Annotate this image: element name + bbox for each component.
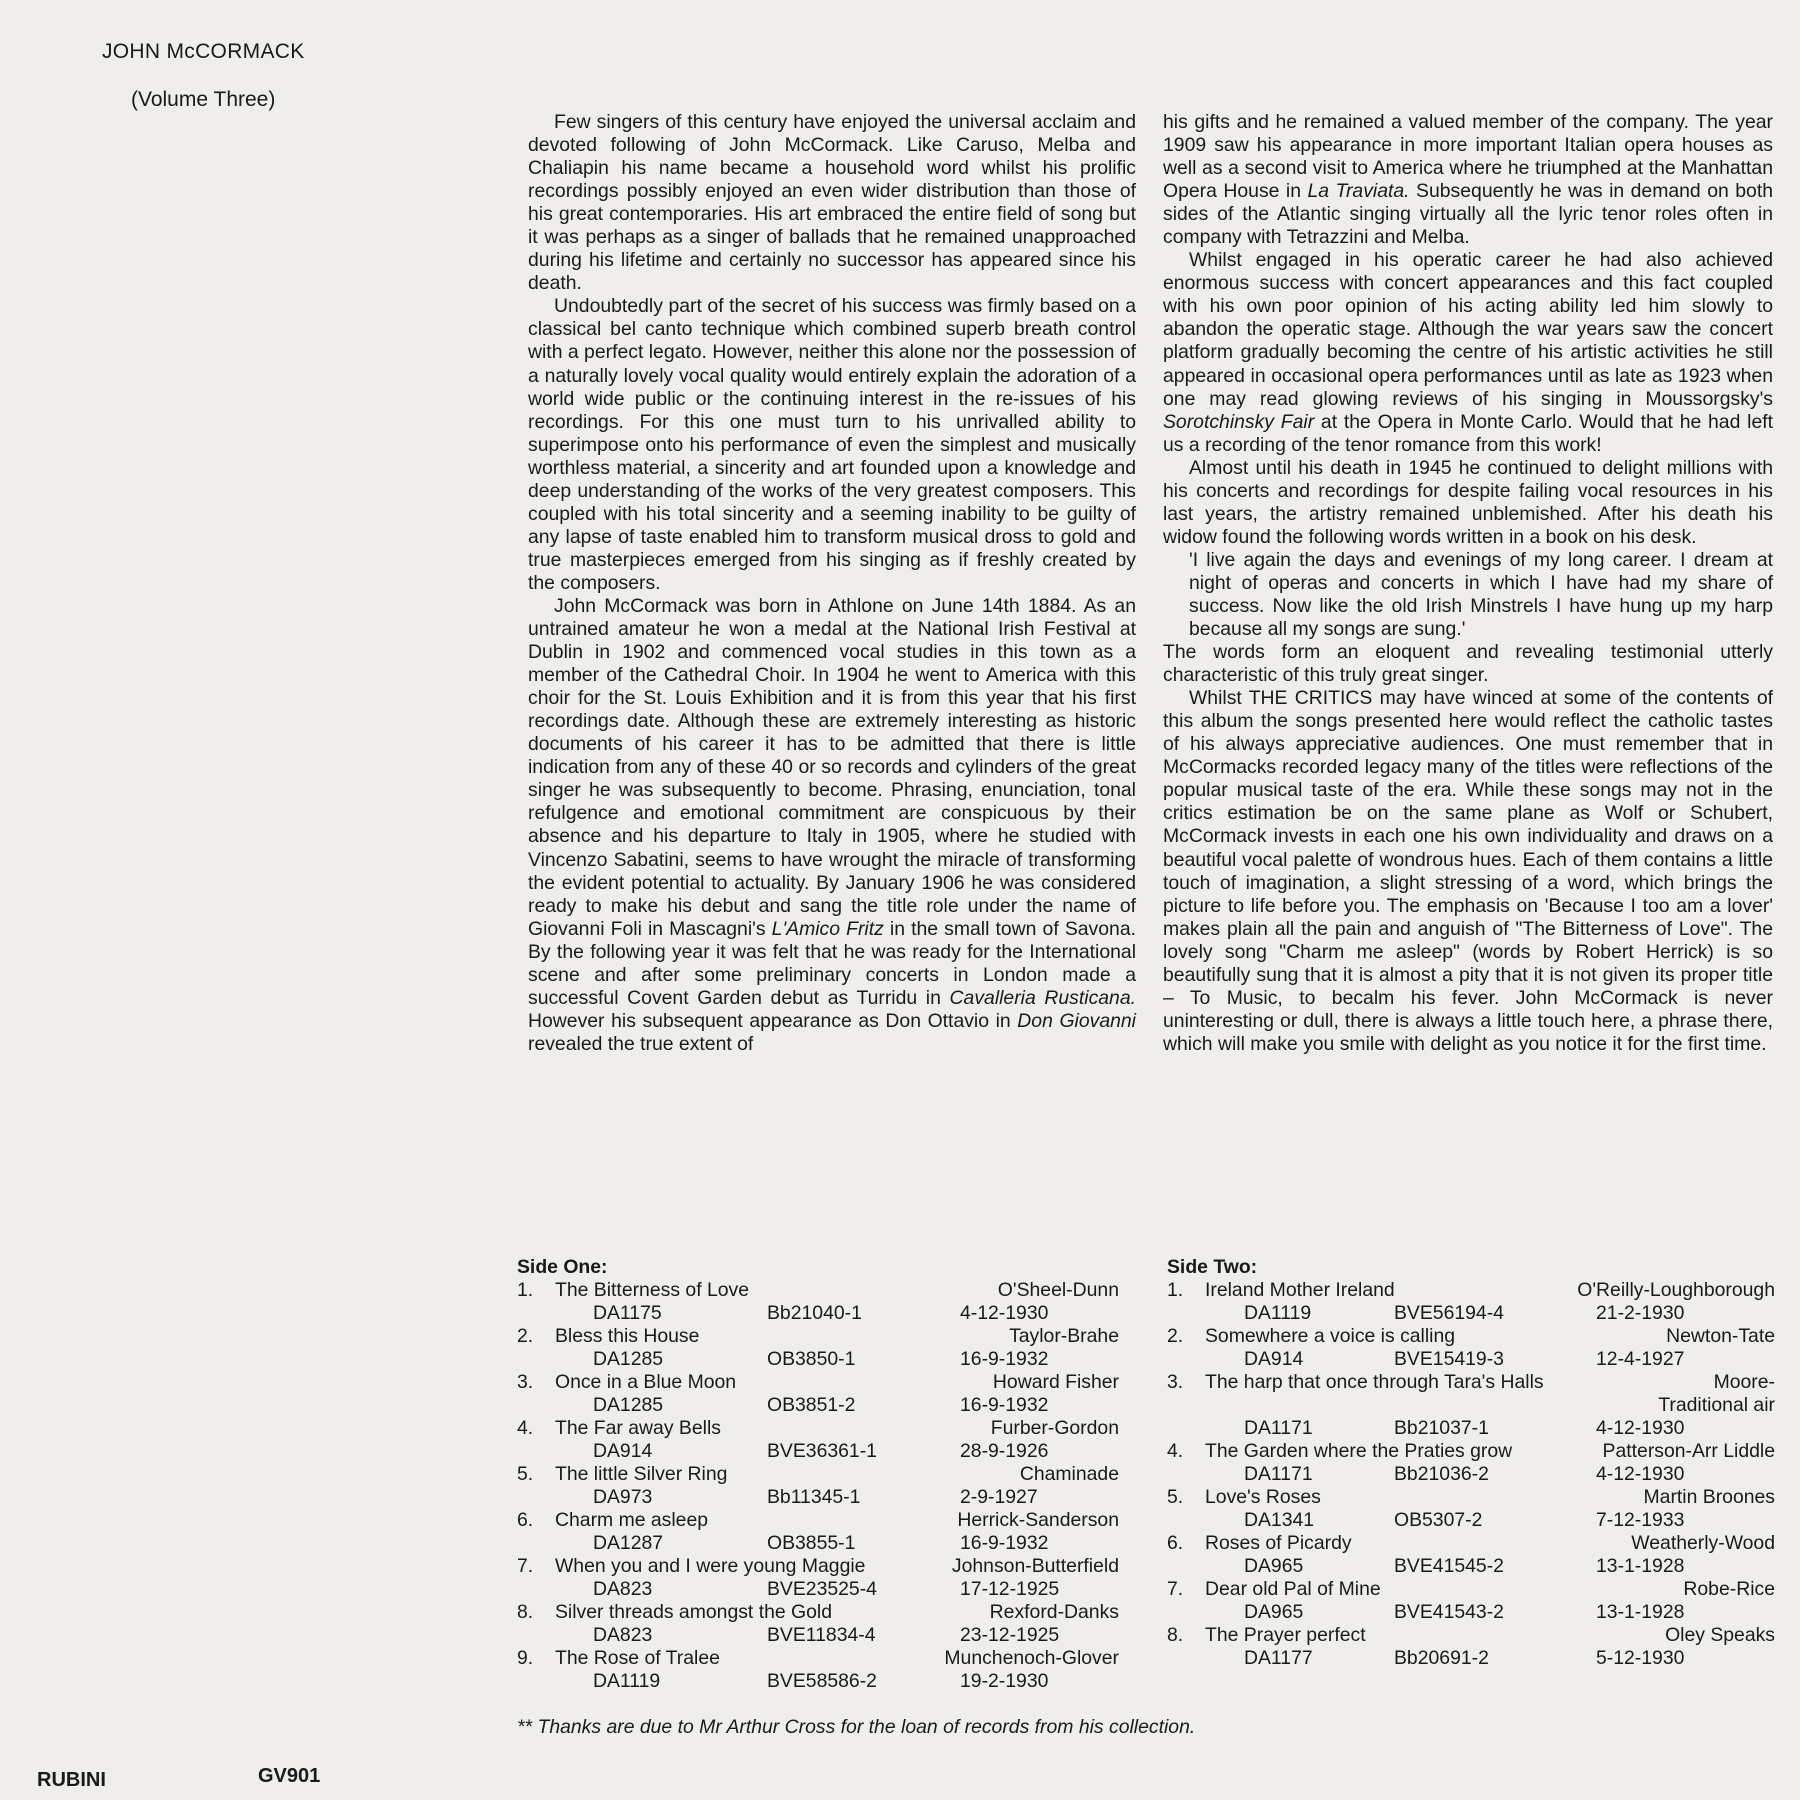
recording-date: 7-12-1933	[1596, 1509, 1685, 1531]
track-item	[517, 1371, 1119, 1417]
matrix-number: OB5307-2	[1394, 1509, 1483, 1531]
matrix-number: BVE11834-4	[767, 1624, 876, 1646]
catalogue-number: DA823	[593, 1578, 653, 1600]
recording-date: 28-9-1926	[960, 1440, 1049, 1462]
recording-date: 2-9-1927	[960, 1486, 1038, 1508]
track-item	[517, 1509, 1119, 1555]
side-one-tracks	[517, 1279, 1119, 1693]
recording-date: 17-12-1925	[960, 1578, 1060, 1600]
track-number: 8.	[1167, 1624, 1184, 1646]
track-item	[517, 1601, 1119, 1647]
track-catalogue-row	[1167, 1601, 1775, 1624]
matrix-number: OB3855-1	[767, 1532, 856, 1554]
matrix-number: BVE23525-4	[767, 1578, 877, 1600]
track-catalogue-row	[517, 1578, 1119, 1601]
track-composer: Weatherly-Wood	[1631, 1532, 1775, 1554]
notes-paragraph: Few singers of this century have enjoyed the universal acclaim and devoted following of John McCormack. Like Caruso, Melba and Chaliapin his name became a household word whilst his prolific recordings possibly enjoyed an even wider distribution than those of his great contemporaries. His art embraced the entire field of song but it was perhaps as a singer of ballads that he remained unapproached during his lifetime and certainly no successor has appeared since his death.	[528, 111, 1136, 295]
matrix-number: OB3850-1	[767, 1348, 856, 1370]
matrix-number: BVE58586-2	[767, 1670, 877, 1692]
recording-date: 16-9-1932	[960, 1348, 1049, 1370]
recording-date: 4-12-1930	[1596, 1463, 1685, 1485]
catalogue-number: DA973	[593, 1486, 653, 1508]
catalogue-number: DA1171	[1244, 1463, 1313, 1485]
notes-paragraph: Almost until his death in 1945 he continued to delight millions with his concerts and recordings for despite failing vocal resources in his last years, the artistry remained unblemished. After his death his widow found the following words written in a book on his desk.	[1163, 456, 1773, 548]
album-subtitle: (Volume Three)	[131, 88, 276, 111]
track-item	[1167, 1578, 1775, 1624]
catalogue-number: DA1119	[1244, 1302, 1312, 1324]
track-composer: Furber-Gordon	[990, 1417, 1119, 1439]
track-catalogue-row	[517, 1302, 1119, 1325]
notes-column-right	[1163, 111, 1773, 1056]
track-title-row	[517, 1463, 1119, 1486]
recording-date: 23-12-1925	[960, 1624, 1060, 1646]
track-title-row	[1167, 1279, 1775, 1302]
matrix-number: Bb11345-1	[767, 1486, 861, 1508]
track-catalogue-row	[1167, 1647, 1775, 1670]
track-composer: Howard Fisher	[992, 1371, 1119, 1393]
recording-date: 16-9-1932	[960, 1394, 1049, 1416]
track-number: 6.	[1167, 1532, 1184, 1554]
track-composer: Herrick-Sanderson	[957, 1509, 1119, 1531]
track-composer: Robe-Rice	[1683, 1578, 1775, 1600]
matrix-number: BVE15419-3	[1394, 1348, 1504, 1370]
album-title: JOHN McCORMACK	[102, 40, 305, 63]
track-catalogue-row	[517, 1486, 1119, 1509]
track-title-row	[1167, 1325, 1775, 1348]
track-title-row	[517, 1555, 1119, 1578]
catalogue-number: DA914	[1244, 1348, 1304, 1370]
track-title: Dear old Pal of Mine	[1205, 1578, 1381, 1600]
matrix-number: Bb21040-1	[767, 1302, 862, 1324]
track-catalogue-row	[517, 1624, 1119, 1647]
track-number: 1.	[517, 1279, 534, 1301]
track-number: 7.	[1167, 1578, 1184, 1600]
notes-paragraph: his gifts and he remained a valued member of the company. The year 1909 saw his appearance in more important Italian opera houses as well as a second visit to America where he triumphed at the Manhattan Opera House in La Traviata. Subsequently he was in demand on both sides of the Atlantic singing virtually all the lyric tenor roles often in company with Tetrazzini and Melba.	[1163, 111, 1774, 249]
matrix-number: BVE41545-2	[1394, 1555, 1504, 1577]
track-composer: Moore-	[1713, 1371, 1775, 1393]
track-title-row	[1167, 1532, 1775, 1555]
track-item	[1167, 1440, 1775, 1486]
track-number: 2.	[1167, 1325, 1184, 1347]
track-item	[1167, 1325, 1775, 1371]
track-title: The Garden where the Praties grow	[1205, 1440, 1513, 1462]
track-composer: Patterson-Arr Liddle	[1602, 1440, 1775, 1462]
track-composer: O'Reilly-Loughborough	[1577, 1279, 1775, 1301]
track-composer: Munchenoch-Glover	[944, 1647, 1119, 1669]
catalogue-number: DA1341	[1244, 1509, 1315, 1531]
track-title: Silver threads amongst the Gold	[555, 1601, 832, 1623]
catalogue-number: DA965	[1244, 1555, 1304, 1577]
track-title-row	[1167, 1486, 1775, 1509]
track-composer: Newton-Tate	[1666, 1325, 1775, 1347]
track-composer: Taylor-Brahe	[1009, 1325, 1119, 1347]
track-title: Bless this House	[555, 1325, 700, 1347]
track-title-row	[1167, 1371, 1775, 1394]
recording-date: 12-4-1927	[1596, 1348, 1685, 1370]
track-catalogue-row	[517, 1670, 1119, 1693]
notes-paragraph: Whilst engaged in his operatic career he had also achieved enormous success with concert appearances and this fact coupled with his own poor opinion of his acting ability led him slowly to abandon the operatic stage. Although the war years saw the concert platform gradually becoming the centre of his artistic activities he still appeared in occasional opera performances until as late as 1923 when one may read glowing reviews of his singing in Moussorgsky's Sorotchinsky Fair at the Opera in Monte Carlo. Would that he had left us a recording of the tenor romance from this work!	[1163, 249, 1773, 456]
recording-date: 13-1-1928	[1596, 1555, 1685, 1577]
track-number: 6.	[517, 1509, 534, 1531]
track-title: Ireland Mother Ireland	[1205, 1279, 1395, 1301]
side-one-title: Side One:	[517, 1256, 608, 1278]
matrix-number: OB3851-2	[767, 1394, 856, 1416]
track-title: The Prayer perfect	[1205, 1624, 1366, 1646]
recording-date: 16-9-1932	[960, 1532, 1049, 1554]
track-composer: O'Sheel-Dunn	[997, 1279, 1119, 1301]
notes-column-left	[528, 111, 1136, 1056]
side-two-title: Side Two:	[1167, 1256, 1258, 1278]
track-item	[517, 1417, 1119, 1463]
notes-paragraph: Whilst THE CRITICS may have winced at some of the contents of this album the songs presented here would reflect the catholic tastes of his always appreciative audiences. One must remember that in McCormacks recorded legacy many of the titles were reflections of the popular musical taste of the era. While these songs may not in the critics estimation be on the same plane as Wolf or Schubert, McCormack invests in each one his own individuality and draws on a beautiful vocal palette of wondrous hues. Each of them contains a little touch of imagination, a slight stressing of a word, which brings the picture to life before you. The emphasis on 'Because I too am a lover' makes plain all the pain and anguish of "The Bitterness of Love". The lovely song "Charm me asleep" (words by Robert Herrick) is so beautifully sung that it is almost a pity that it is not given its proper title – To Music, to becalm his fever. John McCormack is never uninteresting or dull, there is always a little touch here, a phrase there, which will make you smile with delight as you notice it for the first time.	[1163, 687, 1773, 1055]
track-title: Once in a Blue Moon	[555, 1371, 737, 1393]
track-title: Somewhere a voice is calling	[1205, 1325, 1456, 1347]
track-number: 9.	[517, 1647, 534, 1669]
recording-date: 4-12-1930	[1596, 1417, 1685, 1439]
side-one-tracklist	[517, 1256, 1119, 1693]
track-item	[1167, 1279, 1775, 1325]
track-title: Charm me asleep	[555, 1509, 709, 1531]
track-catalogue-row	[1167, 1509, 1775, 1532]
track-title-row	[517, 1417, 1119, 1440]
matrix-number: BVE36361-1	[767, 1440, 877, 1462]
recording-date: 21-2-1930	[1596, 1302, 1685, 1324]
track-catalogue-row	[1167, 1417, 1775, 1440]
track-title: The Far away Bells	[555, 1417, 721, 1439]
notes-paragraph: The words form an eloquent and revealing testimonial utterly characteristic of this truly great singer.	[1163, 641, 1773, 687]
track-number: 4.	[517, 1417, 534, 1439]
catalogue-number: DA1285	[593, 1348, 664, 1370]
track-number: 8.	[517, 1601, 534, 1623]
track-number: 2.	[517, 1325, 534, 1347]
track-item	[517, 1647, 1119, 1693]
track-catalogue-row	[1167, 1302, 1775, 1325]
track-composer: Chaminade	[1019, 1463, 1119, 1485]
track-title: The Rose of Tralee	[555, 1647, 720, 1669]
track-title: The Bitterness of Love	[555, 1279, 750, 1301]
track-catalogue-row	[1167, 1555, 1775, 1578]
track-catalogue-row	[517, 1440, 1119, 1463]
publisher-label: RUBINI	[37, 1769, 106, 1791]
catalogue-number: DA1287	[593, 1532, 664, 1554]
catalogue-number: DA1175	[593, 1302, 662, 1324]
track-title-row	[1167, 1578, 1775, 1601]
matrix-number: BVE41543-2	[1394, 1601, 1504, 1623]
track-title: Roses of Picardy	[1205, 1532, 1352, 1554]
notes-paragraph: 'I live again the days and evenings of my long career. I dream at night of operas and concerts in which I have had my share of success. Now like the old Irish Minstrels I have hung up my harp because all my songs are sung.'	[1189, 548, 1773, 641]
track-composer-continued-row	[1167, 1394, 1775, 1417]
catalogue-number: DA823	[593, 1624, 653, 1646]
recording-date: 19-2-1930	[960, 1670, 1049, 1692]
track-item	[517, 1555, 1119, 1601]
matrix-number: Bb20691-2	[1394, 1647, 1489, 1669]
matrix-number: Bb21037-1	[1394, 1417, 1489, 1439]
track-title-row	[517, 1371, 1119, 1394]
track-composer: Rexford-Danks	[989, 1601, 1119, 1623]
track-catalogue-row	[1167, 1463, 1775, 1486]
recording-date: 13-1-1928	[1596, 1601, 1685, 1623]
track-catalogue-row	[517, 1532, 1119, 1555]
track-item	[517, 1463, 1119, 1509]
track-composer-continued: Traditional air	[1658, 1394, 1775, 1416]
track-title: When you and I were young Maggie	[555, 1555, 866, 1577]
catalogue-number: DA914	[593, 1440, 653, 1462]
track-title-row	[1167, 1624, 1775, 1647]
track-composer: Johnson-Butterfield	[951, 1555, 1119, 1577]
track-item	[1167, 1486, 1775, 1532]
track-title: The little Silver Ring	[555, 1463, 728, 1485]
track-number: 1.	[1167, 1279, 1184, 1301]
catalogue-number: DA1171	[1244, 1417, 1313, 1439]
track-composer: Martin Broones	[1643, 1486, 1775, 1508]
track-number: 3.	[1167, 1371, 1184, 1393]
track-title-row	[517, 1601, 1119, 1624]
catalogue-number: DA965	[1244, 1601, 1304, 1623]
track-catalogue-row	[517, 1394, 1119, 1417]
recording-date: 5-12-1930	[1596, 1647, 1685, 1669]
track-number: 5.	[1167, 1486, 1184, 1508]
track-title-row	[517, 1509, 1119, 1532]
track-title-row	[517, 1279, 1119, 1302]
track-catalogue-row	[1167, 1348, 1775, 1371]
catalogue-number: DA1177	[1244, 1647, 1313, 1669]
recording-date: 4-12-1930	[960, 1302, 1049, 1324]
acknowledgement-footnote: ** Thanks are due to Mr Arthur Cross for the loan of records from his collection.	[517, 1716, 1196, 1738]
track-item	[1167, 1532, 1775, 1578]
track-catalogue-row	[517, 1348, 1119, 1371]
track-composer: Oley Speaks	[1665, 1624, 1775, 1646]
catalogue-number: GV901	[258, 1765, 321, 1787]
track-item	[517, 1325, 1119, 1371]
track-number: 3.	[517, 1371, 534, 1393]
track-item	[517, 1279, 1119, 1325]
track-title-row	[517, 1647, 1119, 1670]
track-number: 7.	[517, 1555, 534, 1577]
matrix-number: Bb21036-2	[1394, 1463, 1489, 1485]
catalogue-number: DA1285	[593, 1394, 664, 1416]
notes-paragraph: Undoubtedly part of the secret of his success was firmly based on a classical bel canto technique which combined superb breath control with a perfect legato. However, neither this alone nor the possession of a naturally lovely vocal quality would entirely explain the adoration of a world wide public or the continuing interest in the re-issues of his recordings. For this one must turn to his unrivalled ability to superimpose onto his performance of even the simplest and musically worthless material, a sincerity and art founded upon a knowledge and deep understanding of the works of the very greatest composers. This coupled with his total sincerity and a seeming inability to be guilty of any lapse of taste enabled him to transform musical dross to gold and true masterpieces emerged from his singing as if freshly created by the composers.	[528, 295, 1136, 594]
track-item	[1167, 1371, 1775, 1440]
side-two-tracklist	[1167, 1256, 1775, 1670]
matrix-number: BVE56194-4	[1394, 1302, 1504, 1324]
track-title: The harp that once through Tara's Halls	[1205, 1371, 1544, 1393]
track-number: 5.	[517, 1463, 534, 1485]
track-title-row	[517, 1325, 1119, 1348]
track-item	[1167, 1624, 1775, 1670]
catalogue-number: DA1119	[593, 1670, 661, 1692]
side-two-tracks	[1167, 1279, 1775, 1670]
notes-paragraph: John McCormack was born in Athlone on June 14th 1884. As an untrained amateur he won a medal at the National Irish Festival at Dublin in 1902 and commenced vocal studies in this town as a member of the Cathedral Choir. In 1904 he went to America with this choir for the St. Louis Exhibition and it is from this year that his first recordings date. Although these are extremely interesting as historic documents of his career it has to be admitted that there is little indication from any of these 40 or so records and cylinders of the great singer he was subsequently to become. Phrasing, enunciation, tonal refulgence and emotional commitment are conspicuous by their absence and his departure to Italy in 1905, where he studied with Vincenzo Sabatini, seems to have wrought the miracle of transforming the evident potential to actuality. By January 1906 he was considered ready to make his debut and sang the title role under the name of Giovanni Foli in Mascagni's L'Amico Fritz in the small town of Savona. By the following year it was felt that he was ready for the International scene and after some preliminary concerts in London made a successful Covent Garden debut as Turridu in Cavalleria Rusticana. However his subsequent appearance as Don Ottavio in Don Giovanni revealed the true extent of	[528, 594, 1137, 1055]
track-title: Love's Roses	[1205, 1486, 1321, 1508]
track-title-row	[1167, 1440, 1775, 1463]
track-number: 4.	[1167, 1440, 1184, 1462]
